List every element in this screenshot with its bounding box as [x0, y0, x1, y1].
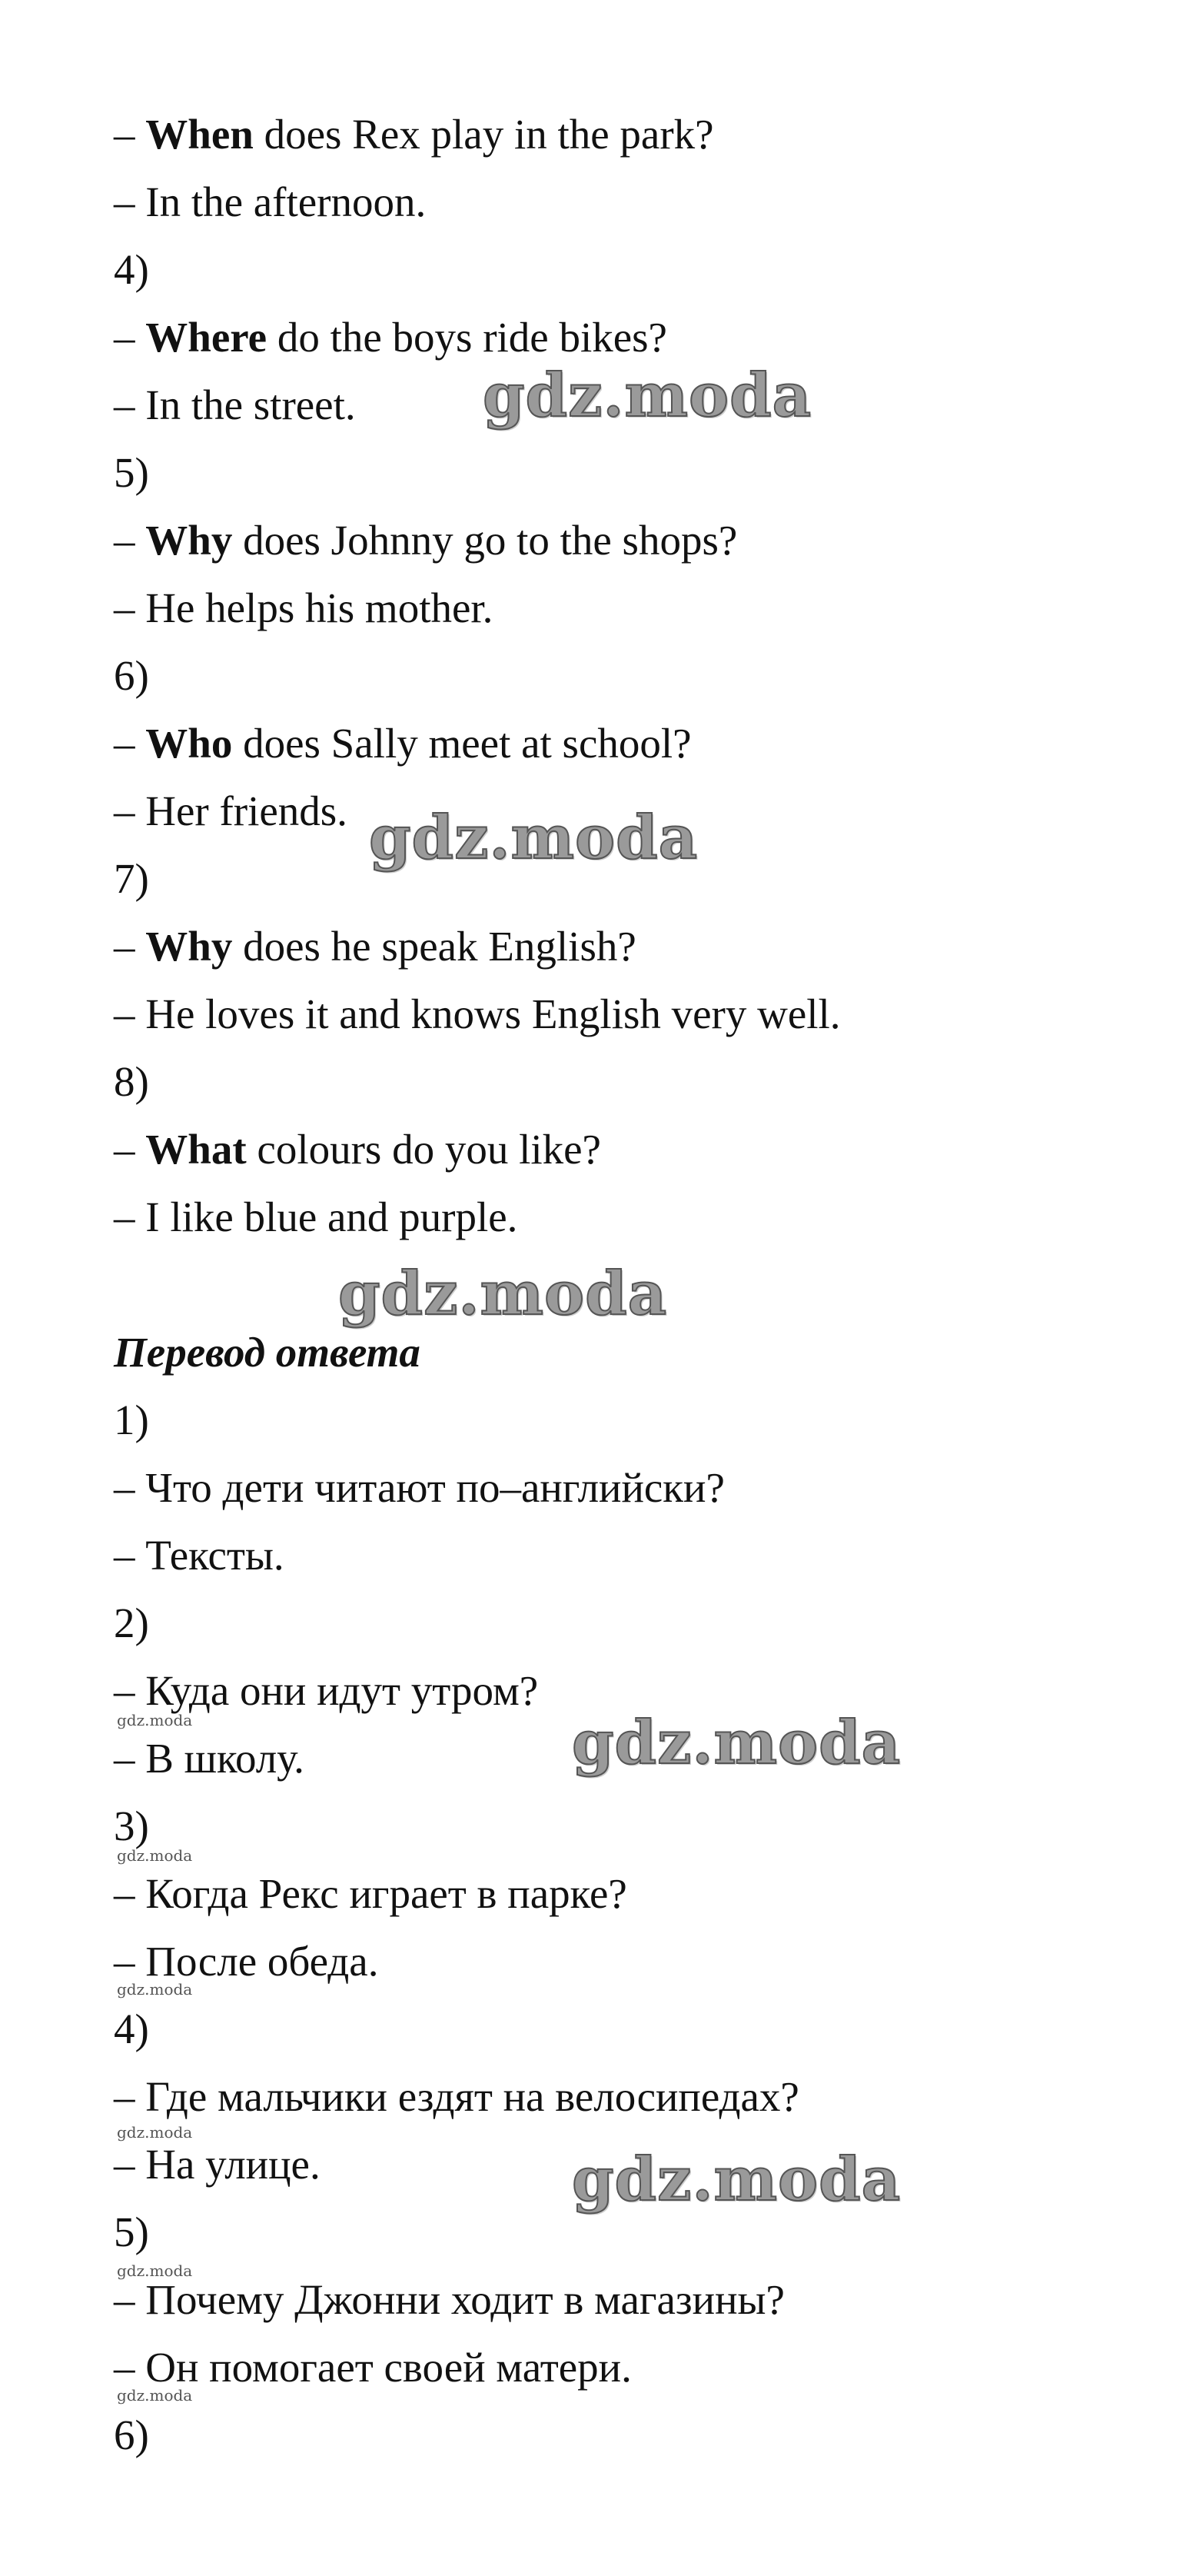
- watermark: gdz.moda: [483, 361, 812, 431]
- item-number: 5): [114, 2208, 149, 2255]
- item-number: 6): [114, 652, 149, 699]
- text-line: – Почему Джонни ходит в магазины?: [114, 2276, 785, 2323]
- item-number: 1): [114, 1396, 149, 1443]
- text-line: – Her friends.: [114, 787, 347, 834]
- text-line: – He helps his mother.: [114, 584, 493, 631]
- text-line: – Когда Рекс играет в парке?: [114, 1870, 627, 1917]
- translation-heading: Перевод ответа: [114, 1329, 420, 1376]
- text-line: – Он помогает своей матери.: [114, 2344, 632, 2391]
- text-line: – Why does he speak English?: [114, 923, 636, 970]
- watermark-small: gdz.moda: [117, 1711, 193, 1729]
- watermark: gdz.moda: [369, 803, 699, 873]
- text-line: – Тексты.: [114, 1532, 284, 1579]
- watermark-small: gdz.moda: [117, 1980, 193, 1999]
- text-line: – Who does Sally meet at school?: [114, 720, 692, 767]
- item-number: 8): [114, 1058, 149, 1105]
- text-line: – Где мальчики ездят на велосипедах?: [114, 2073, 799, 2120]
- watermark-small: gdz.moda: [117, 1846, 193, 1865]
- text-line: – После обеда.: [114, 1938, 379, 1985]
- item-number: 2): [114, 1599, 149, 1646]
- text-line: – На улице.: [114, 2141, 321, 2188]
- text-line: – Where do the boys ride bikes?: [114, 314, 667, 361]
- watermark: gdz.moda: [572, 1708, 902, 1778]
- text-line: – Что дети читают по–английски?: [114, 1464, 725, 1511]
- item-number: 6): [114, 2411, 149, 2458]
- text-line: – Куда они идут утром?: [114, 1667, 539, 1714]
- text-line: – In the afternoon.: [114, 178, 427, 225]
- text-line: – I like blue and purple.: [114, 1193, 518, 1240]
- text-line: – What colours do you like?: [114, 1126, 601, 1173]
- watermark-small: gdz.moda: [117, 2386, 193, 2405]
- item-number: 4): [114, 2005, 149, 2052]
- watermark-small: gdz.moda: [117, 2261, 193, 2280]
- item-number: 5): [114, 449, 149, 496]
- item-number: 3): [114, 1802, 149, 1849]
- text-line: – В школу.: [114, 1735, 304, 1782]
- watermark-small: gdz.moda: [117, 2123, 193, 2142]
- text-line: – Why does Johnny go to the shops?: [114, 517, 738, 564]
- text-line: – When does Rex play in the park?: [114, 111, 714, 158]
- watermark: gdz.moda: [338, 1259, 668, 1329]
- item-number: 7): [114, 855, 149, 902]
- text-line: – He loves it and knows English very well.: [114, 990, 841, 1037]
- text-line: – In the street.: [114, 381, 356, 428]
- item-number: 4): [114, 246, 149, 293]
- watermark: gdz.moda: [572, 2145, 902, 2215]
